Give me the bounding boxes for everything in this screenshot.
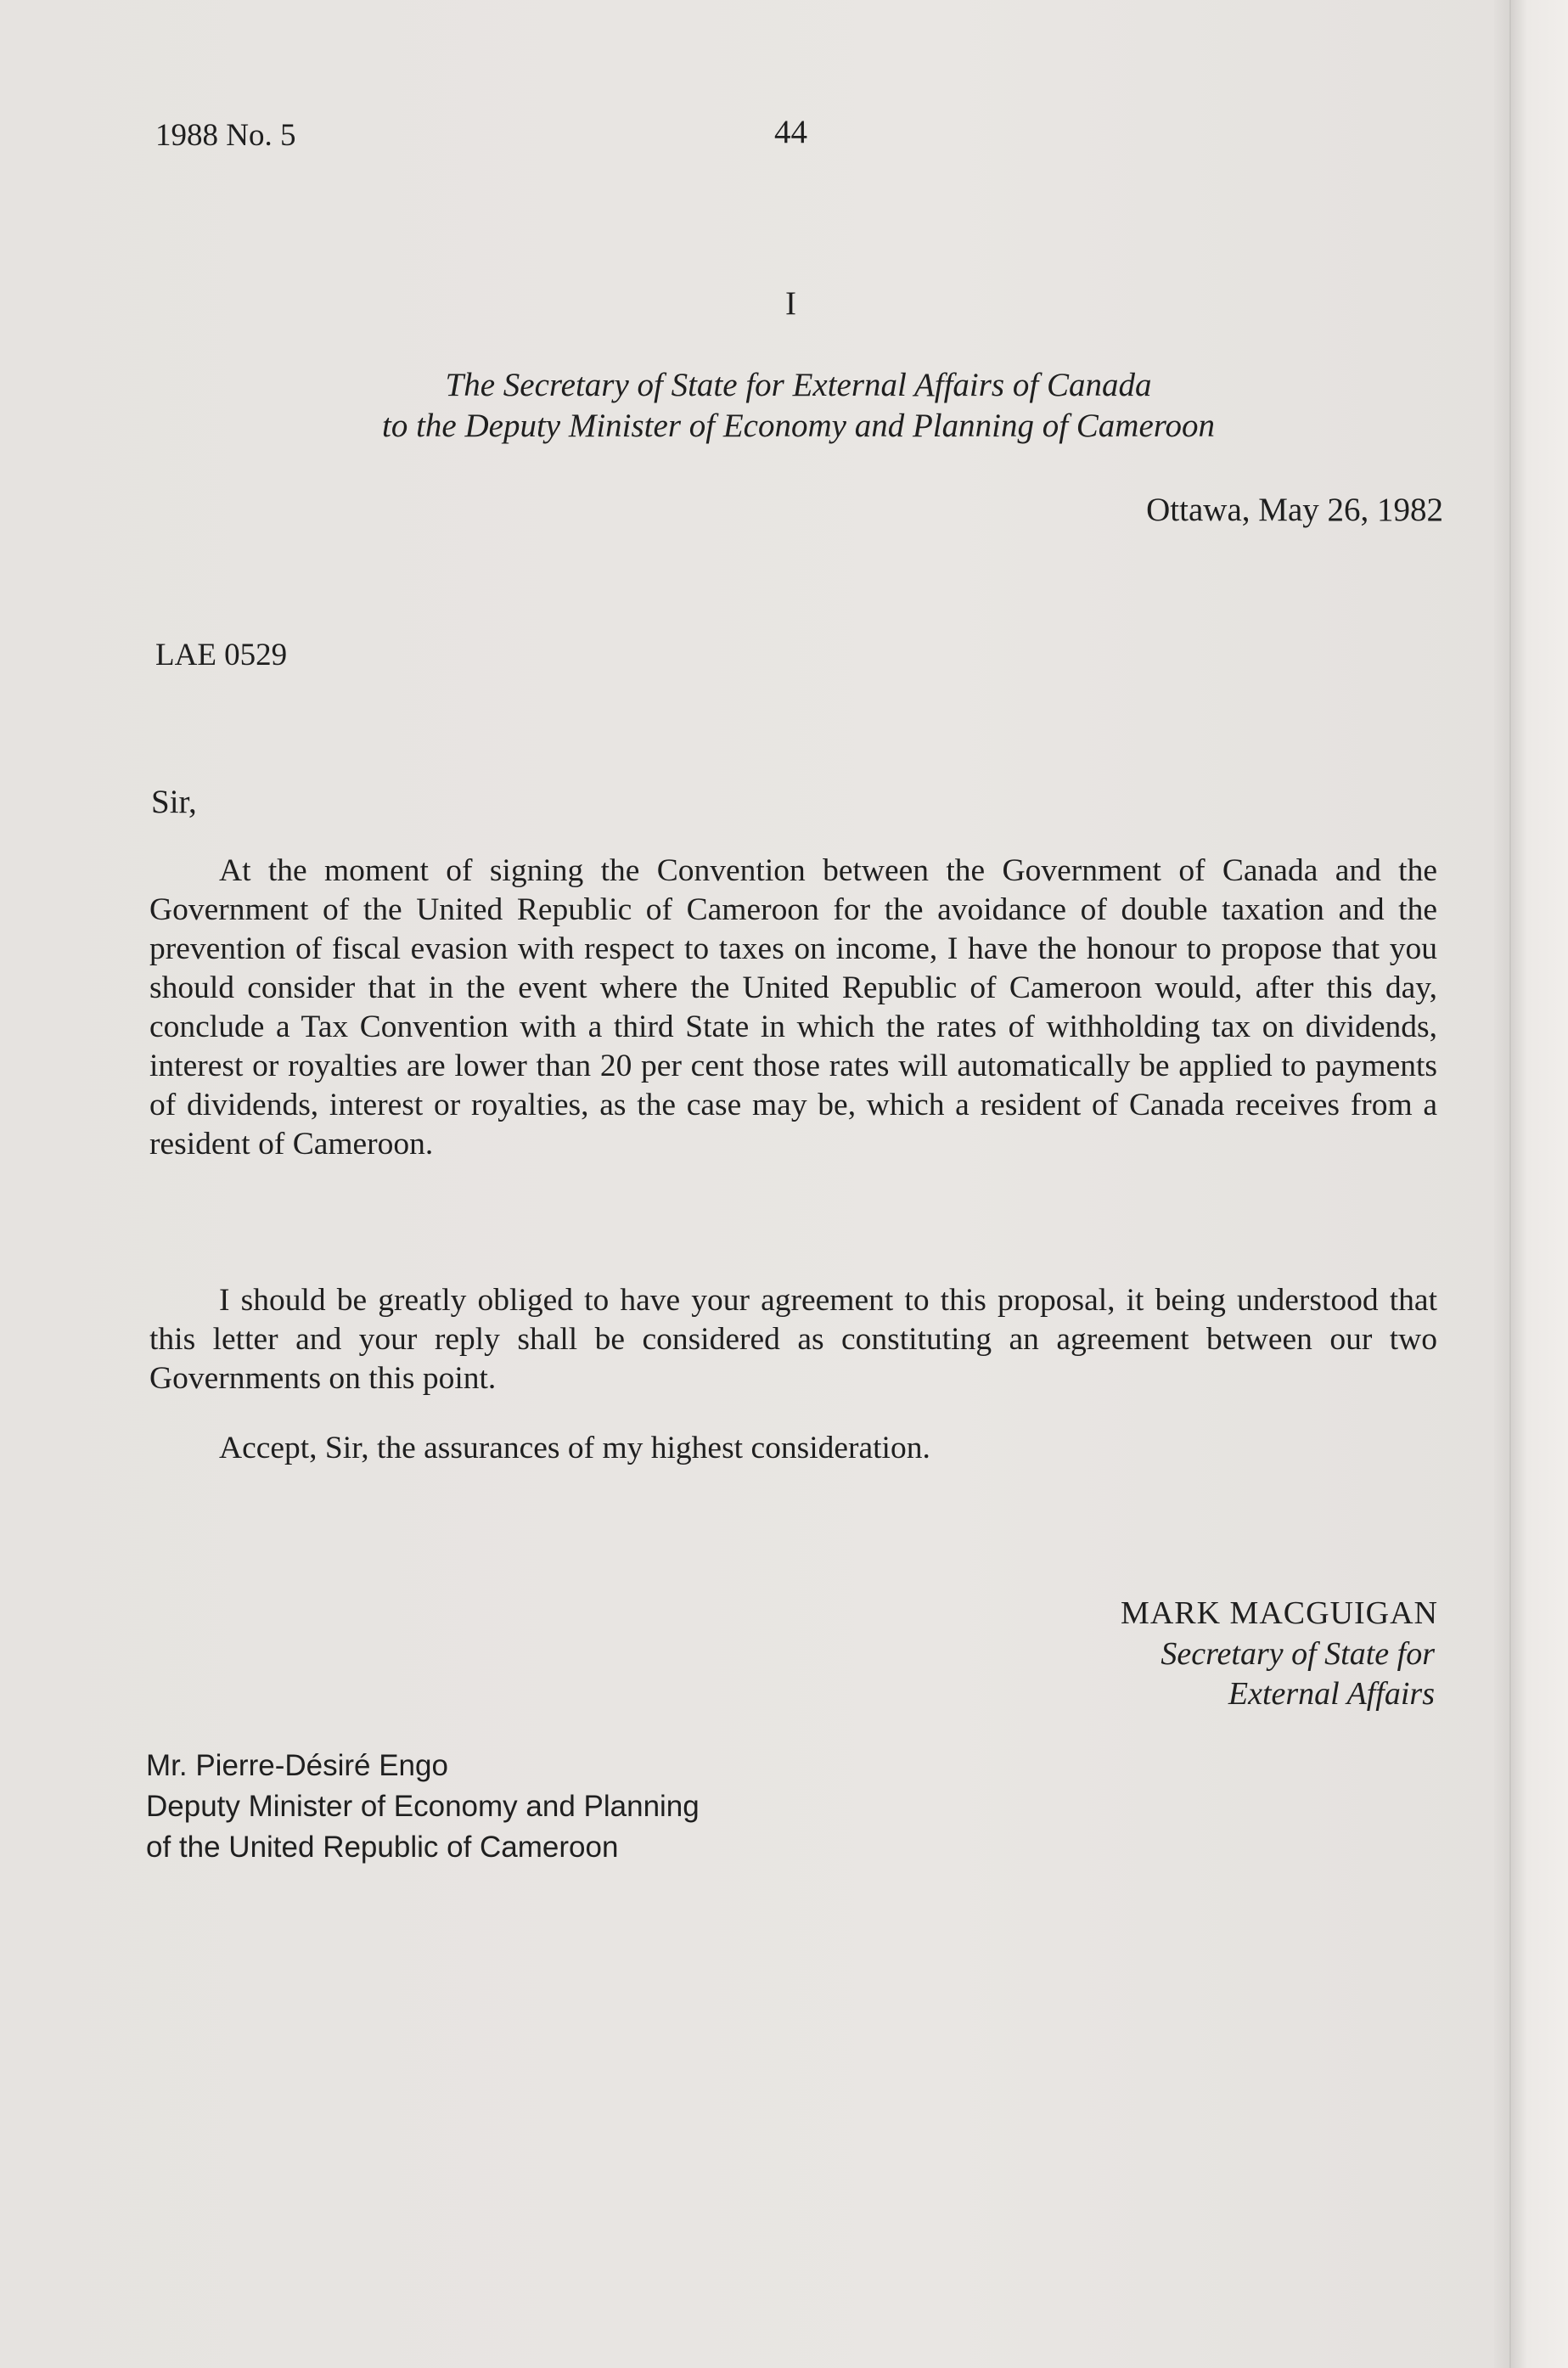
- addressee-position: Deputy Minister of Economy and Planning: [146, 1790, 700, 1823]
- addressee-name: Mr. Pierre-Désiré Engo: [146, 1749, 448, 1782]
- signatory-title-line-1: Secretary of State for: [1161, 1636, 1435, 1672]
- letter-heading-line-2: to the Deputy Minister of Economy and Planning of Cameroon: [382, 408, 1215, 444]
- letter-heading-line-1: The Secretary of State for External Affairs of Canada: [445, 367, 1152, 403]
- signatory-name: MARK MACGUIGAN: [1121, 1595, 1438, 1631]
- salutation: Sir,: [151, 784, 197, 820]
- header-year-number: 1988 No. 5: [155, 118, 296, 153]
- body-paragraph-1: At the moment of signing the Convention between the Government of Canada and the Government of the United Republic of Cameroon for the avoidance of double taxation and the prevention of fiscal evasion with respect to taxes on income, I have the honour to propose that you should consider that in the event where the United Republic of Cameroon would, after this day, conclude a Tax Convention with a third State in which the rates of withholding tax on dividends, interest or royalties are lower than 20 per cent those rates will automatically be applied to payments of dividends, interest or royalties, as the case may be, which a resident of Canada receives from a resident of Cameroon.: [149, 853, 1437, 1162]
- reference-number: LAE 0529: [155, 638, 288, 672]
- addressee-organization: of the United Republic of Cameroon: [146, 1831, 619, 1864]
- letter-heading: [155, 365, 1442, 447]
- closing-line: Accept, Sir, the assurances of my highest consideration.: [219, 1431, 930, 1465]
- page-binding-line: [1509, 0, 1511, 2368]
- page-binding-edge: [1494, 0, 1568, 2368]
- dateline: Ottawa, May 26, 1982: [1146, 492, 1443, 528]
- page-number: 44: [774, 114, 807, 150]
- section-numeral: I: [785, 285, 796, 322]
- signatory-title-line-2: External Affairs: [1228, 1676, 1435, 1712]
- body-paragraph-2: I should be greatly obliged to have your agreement to this proposal, it being understood that this letter and your reply shall be considered as constituting an agreement between our two Governments on this point.: [149, 1283, 1437, 1396]
